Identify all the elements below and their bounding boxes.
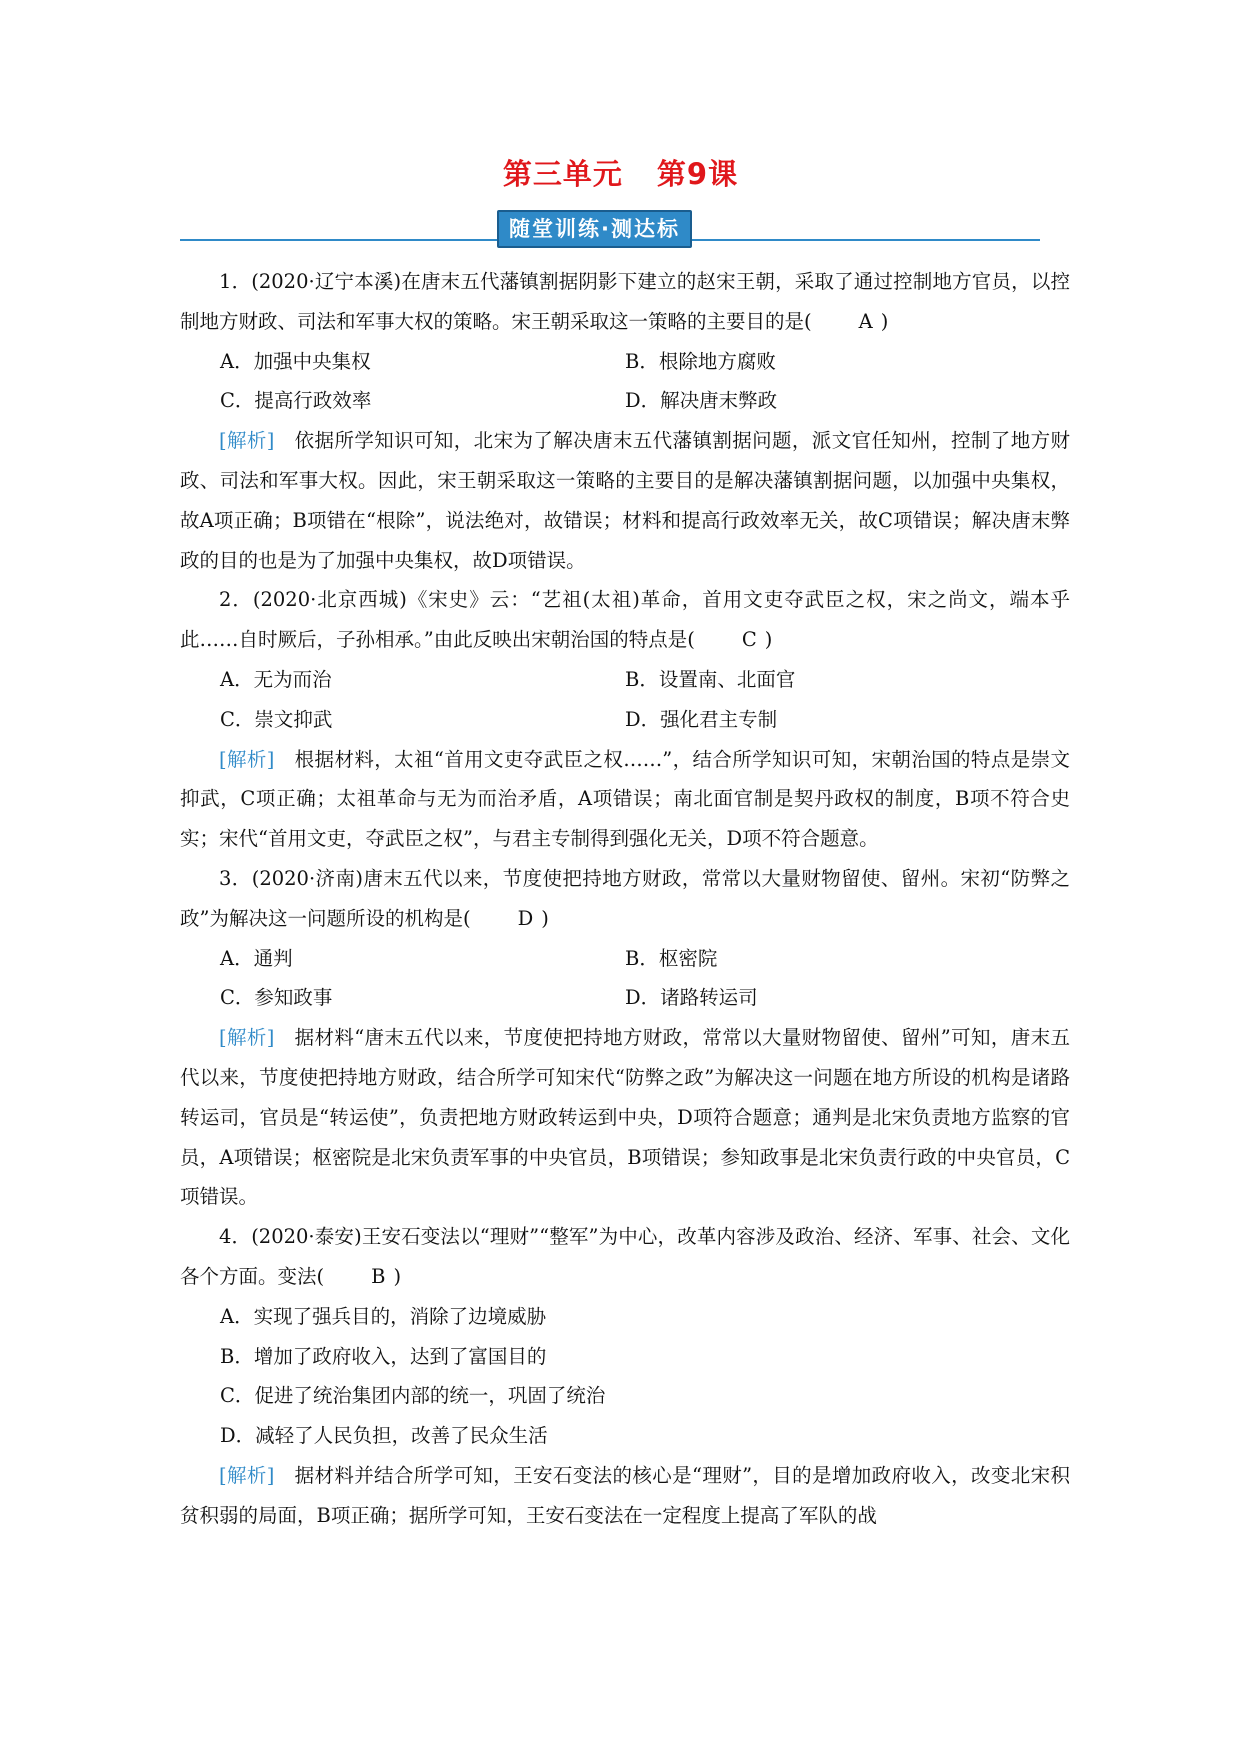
option-b: B．设置南、北面官 [625, 667, 796, 691]
analysis-tag: [解析] [219, 1026, 275, 1050]
question-stem: 3．(2020·济南)唐末五代以来，节度使把持地方财政，常常以大量财物留使、留州。宋初“防弊之政”为解决这一问题所设的机构是( D ) [180, 859, 1070, 939]
analysis-tag: [解析] [219, 747, 275, 771]
option-row [180, 939, 1070, 979]
analysis-paragraph: [解析] 据材料“唐末五代以来，节度使把持地方财政，常常以大量财物留使、留州”可知，唐末五代以来，节度使把持地方财政，结合所学可知宋代“防弊之政”为解决这一问题在地方所设的机构是诸路转运司，官员是“转运使”，负责把地方财政转运到中央，D项符合题意；通判是北宋负责地方监察的官员，A项错误；枢密院是北宋负责军事的中央官员，B项错误；参知政事是北宋负责行政的中央官员，C项错误。 [180, 1026, 1070, 1209]
answer-letter: A [858, 309, 873, 333]
option-d: D．诸路转运司 [625, 986, 758, 1010]
section-banner: 随堂训练·测达标 [497, 210, 692, 248]
option-row [180, 381, 1070, 421]
answer-letter: C [741, 628, 757, 652]
analysis-tag: [解析] [219, 1463, 275, 1487]
question-stem: 2．(2020·北京西城)《宋史》云：“艺祖(太祖)革命，首用文吏夺武臣之权，宋之尚文，端本乎此……自时厥后，子孙相承。”由此反映出宋朝治国的特点是( C ) [180, 580, 1070, 660]
option-b: B．增加了政府收入，达到了富国目的 [220, 1344, 547, 1368]
answer-letter: D [517, 906, 534, 930]
option-b: B．枢密院 [625, 946, 718, 970]
option-row [180, 700, 1070, 740]
option-c: C．崇文抑武 [220, 707, 333, 731]
question-stem: 1．(2020·辽宁本溪)在唐末五代藩镇割据阴影下建立的赵宋王朝，采取了通过控制地方官员，以控制地方财政、司法和军事大权的策略。宋王朝采取这一策略的主要目的是( A ) [180, 262, 1070, 342]
option-a: A．实现了强兵目的，消除了边境威胁 [220, 1304, 547, 1328]
analysis-paragraph: [解析] 据材料并结合所学可知，王安石变法的核心是“理财”，目的是增加政府收入，改变北宋积贫积弱的局面，B项正确；据所学可知，王安石变法在一定程度上提高了军队的战 [180, 1463, 1070, 1527]
option-a: A．加强中央集权 [220, 349, 371, 373]
option-c: C．提高行政效率 [220, 389, 372, 413]
option-a: A．通判 [220, 946, 293, 970]
option-d: D．强化君主专制 [625, 707, 778, 731]
option-c: C．促进了统治集团内部的统一，巩固了统治 [220, 1384, 606, 1408]
question-stem: 4．(2020·泰安)王安石变法以“理财”“整军”为中心，改革内容涉及政治、经济、军事、社会、文化各个方面。变法( B ) [180, 1217, 1070, 1297]
option-b: B．根除地方腐败 [625, 349, 776, 373]
option-c: C．参知政事 [220, 986, 333, 1010]
analysis-paragraph: [解析] 根据材料，太祖“首用文吏夺武臣之权……”，结合所学知识可知，宋朝治国的特点是崇文抑武，C项正确；太祖革命与无为而治矛盾，A项错误；南北面官制是契丹政权的制度，B项不符合史实；宋代“首用文吏，夺武臣之权”，与君主专制得到强化无关，D项不符合题意。 [180, 747, 1070, 851]
option-row [180, 660, 1070, 700]
questions-container [180, 262, 1070, 1536]
page-title [0, 152, 1241, 193]
unit-title: 第三单元 [502, 157, 623, 191]
answer-letter: B [371, 1264, 386, 1288]
analysis-tag: [解析] [219, 429, 275, 453]
option-row [180, 978, 1070, 1018]
option-d: D．减轻了人民负担，改善了民众生活 [220, 1424, 548, 1448]
option-a: A．无为而治 [220, 667, 332, 691]
option-row [180, 342, 1070, 382]
lesson-title: 第9课 [656, 157, 739, 191]
option-d: D．解决唐末弊政 [625, 389, 778, 413]
analysis-paragraph: [解析] 依据所学知识可知，北宋为了解决唐末五代藩镇割据问题，派文官任知州，控制了地方财政、司法和军事大权。因此，宋王朝采取这一策略的主要目的是解决藩镇割据问题，以加强中央集权，故A项正确；B项错在“根除”，说法绝对，故错误；材料和提高行政效率无关，故C项错误；解决唐末弊政的目的也是为了加强中央集权，故D项错误。 [180, 429, 1070, 572]
